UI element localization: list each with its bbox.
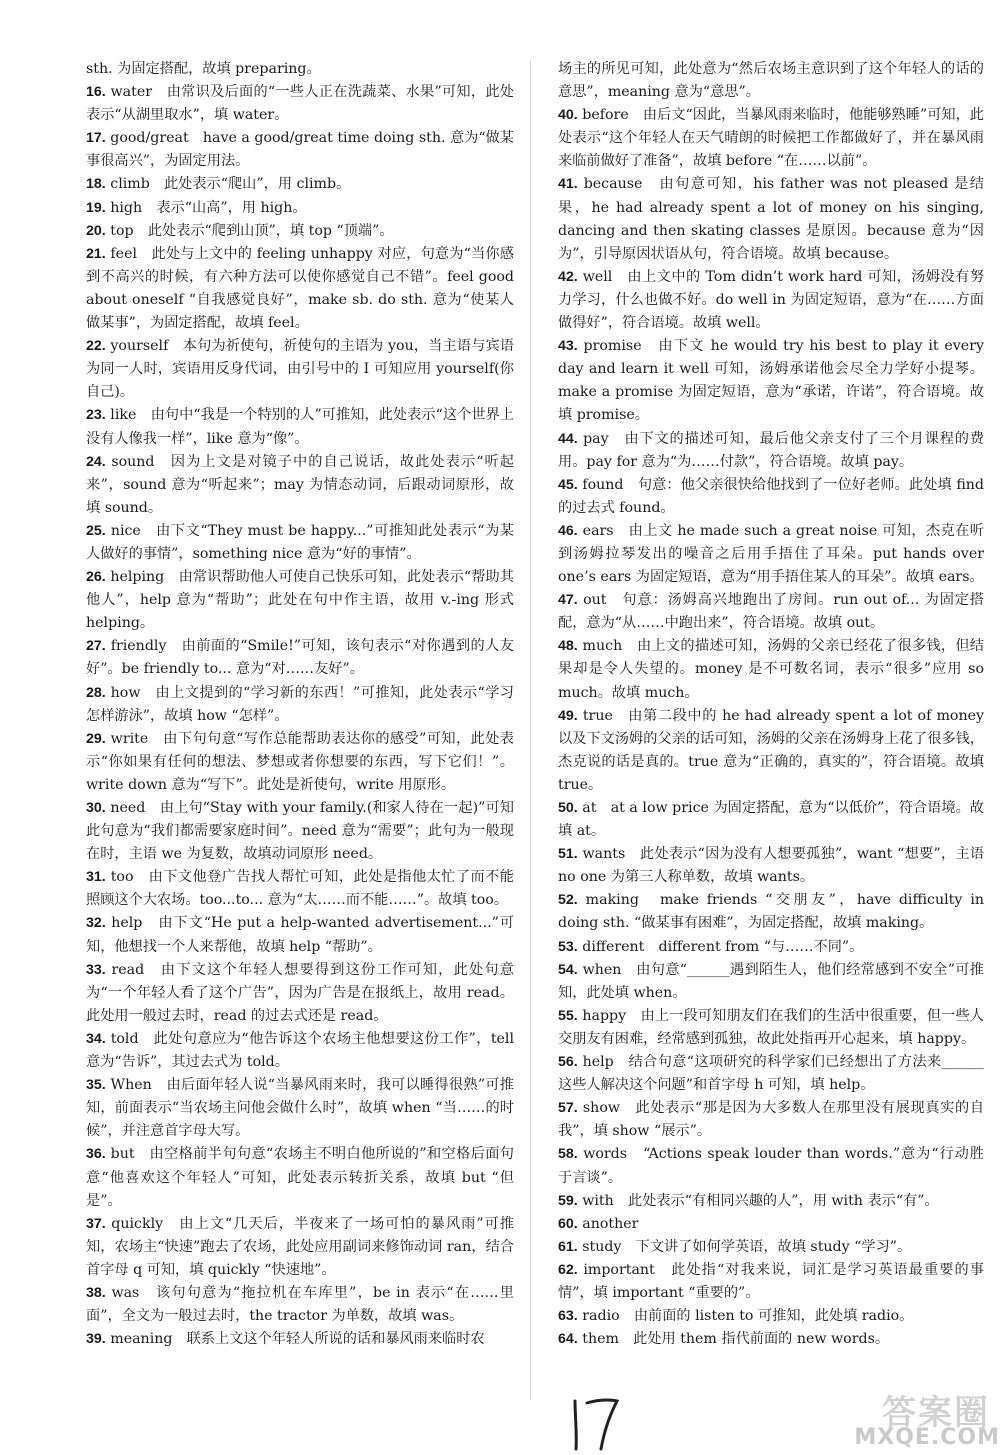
answer-entry-20 bbox=[86, 220, 514, 243]
answer-entry-36 bbox=[86, 1143, 514, 1212]
answer-number: 28. bbox=[86, 684, 106, 701]
answer-number: 21. bbox=[86, 245, 106, 262]
answer-text: ears 由上文 he made such a great noise 可知，杰克在听到汤姆拉琴发出的噪音之后用手捂住了耳朵。put hands over one’s ears 为固定短语，意为“用手捂住某人的耳朵”。故填 ears。 bbox=[558, 522, 984, 586]
answer-entry-22 bbox=[86, 335, 514, 404]
answer-number: 33. bbox=[86, 961, 106, 978]
answer-number: 45. bbox=[558, 476, 578, 493]
answer-number: 38. bbox=[86, 1284, 106, 1301]
answer-entry-62 bbox=[558, 1259, 984, 1305]
answer-text: wants 此处表示“因为没有人想要孤独”，want “想要”，主语 no one 为第三人称单数，故填 wants。 bbox=[558, 846, 985, 886]
answer-number: 30. bbox=[86, 800, 106, 816]
answer-text: yourself 本句为祈使句，祈使句的主语为 you，当主语与宾语为同一人时，宾语用反身代词，由引号中的 I 可知应用 yourself(你自己)。 bbox=[86, 338, 514, 401]
answer-number: 58. bbox=[558, 1146, 578, 1163]
answer-number: 54. bbox=[558, 961, 578, 978]
answer-number: 25. bbox=[86, 522, 106, 539]
answer-entry-32 bbox=[86, 912, 514, 958]
answer-text: when 由句意“______遇到陌生人，他们经常感到不安全”可推知，此处填 when。 bbox=[558, 961, 984, 1001]
answer-number: 19. bbox=[86, 199, 106, 216]
answer-entry-38 bbox=[86, 1282, 514, 1328]
answer-number: 52. bbox=[558, 892, 578, 909]
answer-number: 43. bbox=[558, 338, 578, 355]
answer-text: well 由上文中的 Tom didn’t work hard 可知，汤姆没有努力学习，什么也做不好。do well in 为固定短语，意为“在……方面做得好”，符合语境。故填 well。 bbox=[558, 268, 984, 332]
answer-entry-continued bbox=[558, 58, 984, 104]
answer-text: like 由句中“我是一个特别的人”可推知，此处表示“这个世界上没有人像我一样”，like 意为“像”。 bbox=[86, 407, 514, 447]
answer-number: 59. bbox=[558, 1192, 578, 1209]
watermark-url-text: MXQE.COM bbox=[854, 1425, 1000, 1450]
answer-entry-51 bbox=[558, 843, 984, 889]
answer-text: show 此处表示“那是因为大多数人在那里没有展现真实的自我”，填 show “展示”。 bbox=[558, 1100, 985, 1140]
answer-number: 23. bbox=[86, 407, 106, 424]
answer-entry-46 bbox=[558, 520, 984, 589]
answer-text: climb 此处表示“爬山”，用 climb。 bbox=[110, 176, 351, 193]
answer-text: promise 由下文 he would try his best to play it every day and learn it well 可知，汤姆承诺他会尽全力学好小提琴。make a promise 为固定短语，意为“承诺，许诺”，符合语境。故填 promise。 bbox=[558, 338, 984, 424]
answer-number: 46. bbox=[558, 522, 578, 539]
watermark-logo-text: 答案圈 bbox=[882, 1393, 990, 1433]
answer-entry-60 bbox=[558, 1213, 984, 1236]
answer-entry-19 bbox=[86, 197, 514, 220]
answer-text: study 下文讲了如何学英语，故填 study “学习”。 bbox=[582, 1238, 912, 1255]
answer-number: 49. bbox=[558, 707, 578, 724]
answer-text: sth. 为固定搭配，故填 preparing。 bbox=[86, 61, 321, 77]
answer-entry-58 bbox=[558, 1143, 984, 1189]
answer-text: them 此处用 them 指代前面的 new words。 bbox=[582, 1331, 890, 1348]
answer-text: true 由第二段中的 he had already spent a lot of money 以及下文汤姆的父亲的话可知，汤姆的父亲在汤姆身上花了很多钱，杰克说的话是真的。true 意为“正确的，真实的”，符合语境。故填 true。 bbox=[558, 707, 984, 793]
answer-entry-29 bbox=[86, 728, 514, 797]
answer-text: sound 因为上文是对镜子中的自己说话，故此处表示“听起来”，sound 意为“听起来”；may 为情态动词，后跟动词原形，故填 sound。 bbox=[86, 453, 514, 516]
answer-entry-26 bbox=[86, 566, 514, 635]
answer-entry-41 bbox=[558, 173, 984, 265]
answer-entry-64 bbox=[558, 1328, 984, 1351]
answer-entry-34 bbox=[86, 1028, 514, 1074]
answer-entry-30 bbox=[86, 797, 514, 866]
answer-number: 57. bbox=[558, 1100, 578, 1117]
answer-entry-52 bbox=[558, 889, 984, 935]
answer-text: friendly 由前面的“Smile!”可知，该句表示“对你遇到的人友好”。be friendly to... 意为“对……友好”。 bbox=[86, 638, 514, 678]
answer-number: 29. bbox=[86, 730, 106, 747]
answer-entry-56 bbox=[558, 1051, 984, 1097]
answer-text: help 由下文“He put a help-wanted advertisement...”可知，他想找一个人来帮他，故填 help “帮助”。 bbox=[86, 915, 514, 955]
answer-entry-59 bbox=[558, 1190, 984, 1213]
answer-number: 48. bbox=[558, 638, 578, 655]
answer-text: feel 此处与上文中的 feeling unhappy 对应，句意为“当你感到不高兴的时候，有六种方法可以使你感觉自己不错”。feel good about oneself “自我感觉良好”，make sb. do sth. 意为“使某人做某事”，为固定搭配，故填 feel。 bbox=[86, 245, 514, 332]
answer-entry-54 bbox=[558, 959, 984, 1005]
answer-text: different different from “与……不同”。 bbox=[582, 938, 864, 955]
answer-entry-28 bbox=[86, 682, 514, 728]
answer-text: need 由上句“Stay with your family.(和家人待在一起)”可知此句意为“我们都需要家庭时间”。need 意为“需要”；此句为一般现在时，主语 we 为复数，故填动词原形 need。 bbox=[86, 800, 514, 863]
answer-number: 35. bbox=[86, 1077, 106, 1094]
answer-entry-50 bbox=[558, 797, 984, 843]
answer-number: 26. bbox=[86, 569, 106, 586]
answer-text: pay 由下文的描述可知，最后他父亲支付了三个月课程的费用。pay for 意为“为……付款”，符合语境。故填 pay。 bbox=[558, 430, 984, 470]
answer-text: helping 由常识帮助他人可使自己快乐可知，此处表示“帮助其他人”，help 意为“帮助”；此处在句中作主语，故用 v.-ing 形式 helping。 bbox=[86, 569, 514, 632]
answer-number: 32. bbox=[86, 915, 106, 932]
answer-entry-47 bbox=[558, 589, 984, 635]
answer-number: 55. bbox=[558, 1007, 578, 1024]
answer-text: high 表示“山高”，用 high。 bbox=[110, 199, 307, 216]
answer-entry-43 bbox=[558, 335, 984, 427]
handwritten-page-number bbox=[565, 1395, 625, 1453]
answer-text: because 由句意可知，his father was not pleased 是结果，he had already spent a lot of money on his singing, dancing and then skating classes 是原因。because 意为“因为”，引导原因状语从句，符合语境。故填 because。 bbox=[558, 176, 984, 262]
answer-text: with 此处表示“有相同兴趣的人”，用 with 表示“有”。 bbox=[582, 1192, 939, 1209]
answer-text: told 此处句意应为“他告诉这个农场主他想要这份工作”，tell 意为“告诉”，其过去式为 told。 bbox=[86, 1030, 514, 1071]
answer-entry-55 bbox=[558, 1005, 984, 1051]
answer-entry-37 bbox=[86, 1213, 514, 1282]
answer-number: 60. bbox=[558, 1215, 578, 1232]
answer-number: 39. bbox=[86, 1331, 106, 1348]
answer-entry-17 bbox=[86, 127, 514, 173]
answer-number: 64. bbox=[558, 1331, 578, 1348]
answer-text: making make friends “交朋友”，have difficulty in doing sth. “做某事有困难”，为固定搭配，故填 making。 bbox=[558, 892, 984, 932]
answer-entry-53 bbox=[558, 936, 984, 959]
answer-text: top 此处表示“爬到山顶”，填 top “顶端”。 bbox=[110, 222, 394, 239]
answer-text: help 结合句意“这项研究的科学家们已经想出了方法来______这些人解决这个问题”和首字母 h 可知，填 help。 bbox=[558, 1054, 984, 1094]
answer-text: write 由下句句意“写作总能帮助表达你的感受”可知，此处表示“你如果有任何的想法、梦想或者你想要的东西，写下它们！”。write down 意为“写下”。此处是祈使句，write 用原形。 bbox=[86, 730, 514, 793]
answer-entry-35 bbox=[86, 1074, 514, 1143]
answer-entry-25 bbox=[86, 520, 514, 566]
answer-number: 18. bbox=[86, 176, 106, 193]
left-column bbox=[86, 58, 514, 1351]
answer-text: was 该句句意为“拖拉机在车库里”，be in 表示“在……里面”，全文为一般过去时，the tractor 为单数，故填 was。 bbox=[86, 1284, 514, 1325]
answer-number: 17. bbox=[86, 130, 106, 147]
answer-number: 44. bbox=[558, 430, 578, 447]
answer-number: 31. bbox=[86, 869, 106, 886]
answer-number: 53. bbox=[558, 938, 578, 955]
answer-entry-continued bbox=[86, 58, 514, 81]
answer-text: meaning 联系上文这个年轻人所说的话和暴风雨来临时农 bbox=[110, 1331, 485, 1348]
answer-number: 24. bbox=[86, 453, 106, 470]
answer-text: words “Actions speak louder than words.”意为“行动胜于言谈”。 bbox=[558, 1146, 984, 1186]
answer-text: before 由后文“因此，当暴风雨来临时，他能够熟睡”可知，此处表示“这个年轻人在天气晴朗的时候把工作都做好了，并在暴风雨来临前做好了准备”，故填 before “在……以前”。 bbox=[558, 107, 984, 170]
answer-number: 62. bbox=[558, 1261, 578, 1278]
answer-text: important 此处指“对我来说，词汇是学习英语最重要的事情”，填 important “重要的”。 bbox=[558, 1261, 984, 1301]
answer-text: 场主的所见可知，此处意为“然后农场主意识到了这个年轻人的话的意思”，meaning 意为“意思”。 bbox=[558, 61, 984, 101]
answer-entry-61 bbox=[558, 1236, 984, 1259]
answer-entry-21 bbox=[86, 243, 514, 335]
answer-entry-44 bbox=[558, 428, 984, 474]
answer-number: 50. bbox=[558, 800, 578, 816]
answer-text: good/great have a good/great time doing sth. 意为“做某事很高兴”，为固定用法。 bbox=[86, 130, 514, 170]
answer-number: 34. bbox=[86, 1030, 106, 1047]
answer-entry-33 bbox=[86, 959, 514, 1028]
answer-entry-48 bbox=[558, 635, 984, 704]
answer-entry-18 bbox=[86, 173, 514, 196]
answer-text: another bbox=[582, 1215, 639, 1232]
answer-text: read 由下文这个年轻人想要得到这份工作可知，此处句意为“一个年轻人看了这个广告”，因为广告是在报纸上，故用 read。此处用一般过去时，read 的过去式还是 read。 bbox=[86, 961, 514, 1024]
answer-entry-63 bbox=[558, 1305, 984, 1328]
answer-number: 42. bbox=[558, 268, 578, 285]
answer-entry-16 bbox=[86, 81, 514, 127]
answer-text: nice 由下文“They must be happy...”可推知此处表示“为某人做好的事情”，something nice 意为“好的事情”。 bbox=[86, 522, 514, 562]
answer-text: quickly 由上文“几天后，半夜来了一场可怕的暴风雨”可推知，农场主“快速”跑去了农场，此处应用副词来修饰动词 ran，结合首字母 q 可知，填 quickly “快速地”。 bbox=[86, 1215, 514, 1278]
answer-number: 51. bbox=[558, 846, 578, 863]
answer-number: 20. bbox=[86, 222, 106, 239]
answer-entry-40 bbox=[558, 104, 984, 173]
answer-number: 16. bbox=[86, 84, 106, 101]
answer-entry-23 bbox=[86, 404, 514, 450]
answer-text: water 由常识及后面的“一些人正在洗蔬菜、水果”可知，此处表示“从湖里取水”，填 water。 bbox=[86, 84, 514, 124]
answer-text: how 由上文提到的“学习新的东西！”可推知，此处表示“学习怎样游泳”，故填 how “怎样”。 bbox=[86, 684, 514, 724]
answer-text: at at a low price 为固定搭配，意为“以低价”，符合语境。故填 at。 bbox=[558, 800, 984, 840]
answer-number: 47. bbox=[558, 592, 578, 609]
answer-entry-31 bbox=[86, 866, 514, 912]
answer-entry-27 bbox=[86, 635, 514, 681]
right-column bbox=[558, 58, 984, 1351]
answer-text: radio 由前面的 listen to 可推知，此处填 radio。 bbox=[582, 1308, 914, 1325]
answer-number: 27. bbox=[86, 638, 106, 655]
answer-number: 22. bbox=[86, 338, 106, 355]
answer-entry-24 bbox=[86, 451, 514, 520]
answer-number: 37. bbox=[86, 1215, 106, 1232]
answer-entry-42 bbox=[558, 266, 984, 335]
answer-text: happy 由上一段可知朋友们在我们的生活中很重要，但一些人交朋友有困难，经常感到孤独，故此处指再开心起来，填 happy。 bbox=[558, 1007, 984, 1047]
answer-entry-45 bbox=[558, 474, 984, 520]
answer-number: 40. bbox=[558, 107, 578, 124]
answer-text: too 由下文他登广告找人帮忙可知，此处是指他太忙了而不能照顾这个大农场。too...to... 意为“太……而不能……”。故填 too。 bbox=[86, 869, 514, 909]
site-watermark bbox=[840, 1385, 1000, 1455]
answer-text: found 句意：他父亲很快给他找到了一位好老师。此处填 find 的过去式 found。 bbox=[558, 476, 984, 516]
answer-entry-57 bbox=[558, 1097, 984, 1143]
answer-text: When 由后面年轻人说“当暴风雨来时，我可以睡得很熟”可推知，前面表示“当农场主问他会做什么时”，故填 when “当……的时候”，并注意首字母大写。 bbox=[86, 1077, 514, 1140]
answer-entry-49 bbox=[558, 705, 984, 797]
answer-number: 61. bbox=[558, 1238, 578, 1255]
answer-text: but 由空格前半句句意“农场主不明白他所说的”和空格后面句意“他喜欢这个年轻人”可知，此处表示转折关系，故填 but “但是”。 bbox=[86, 1146, 514, 1209]
answer-number: 41. bbox=[558, 176, 578, 193]
answer-text: out 句意：汤姆高兴地跑出了房间。run out of... 为固定搭配，意为“从……中跑出来”，符合语境。故填 out。 bbox=[558, 592, 984, 632]
answer-number: 63. bbox=[558, 1308, 578, 1325]
answer-text: much 由上文的描述可知，汤姆的父亲已经花了很多钱，但结果却是令人失望的。money 是不可数名词，表示“很多”应用 so much。故填 much。 bbox=[558, 638, 984, 701]
column-divider bbox=[530, 60, 531, 1400]
answer-number: 36. bbox=[86, 1146, 106, 1163]
answer-number: 56. bbox=[558, 1054, 578, 1071]
answer-entry-39 bbox=[86, 1328, 514, 1351]
